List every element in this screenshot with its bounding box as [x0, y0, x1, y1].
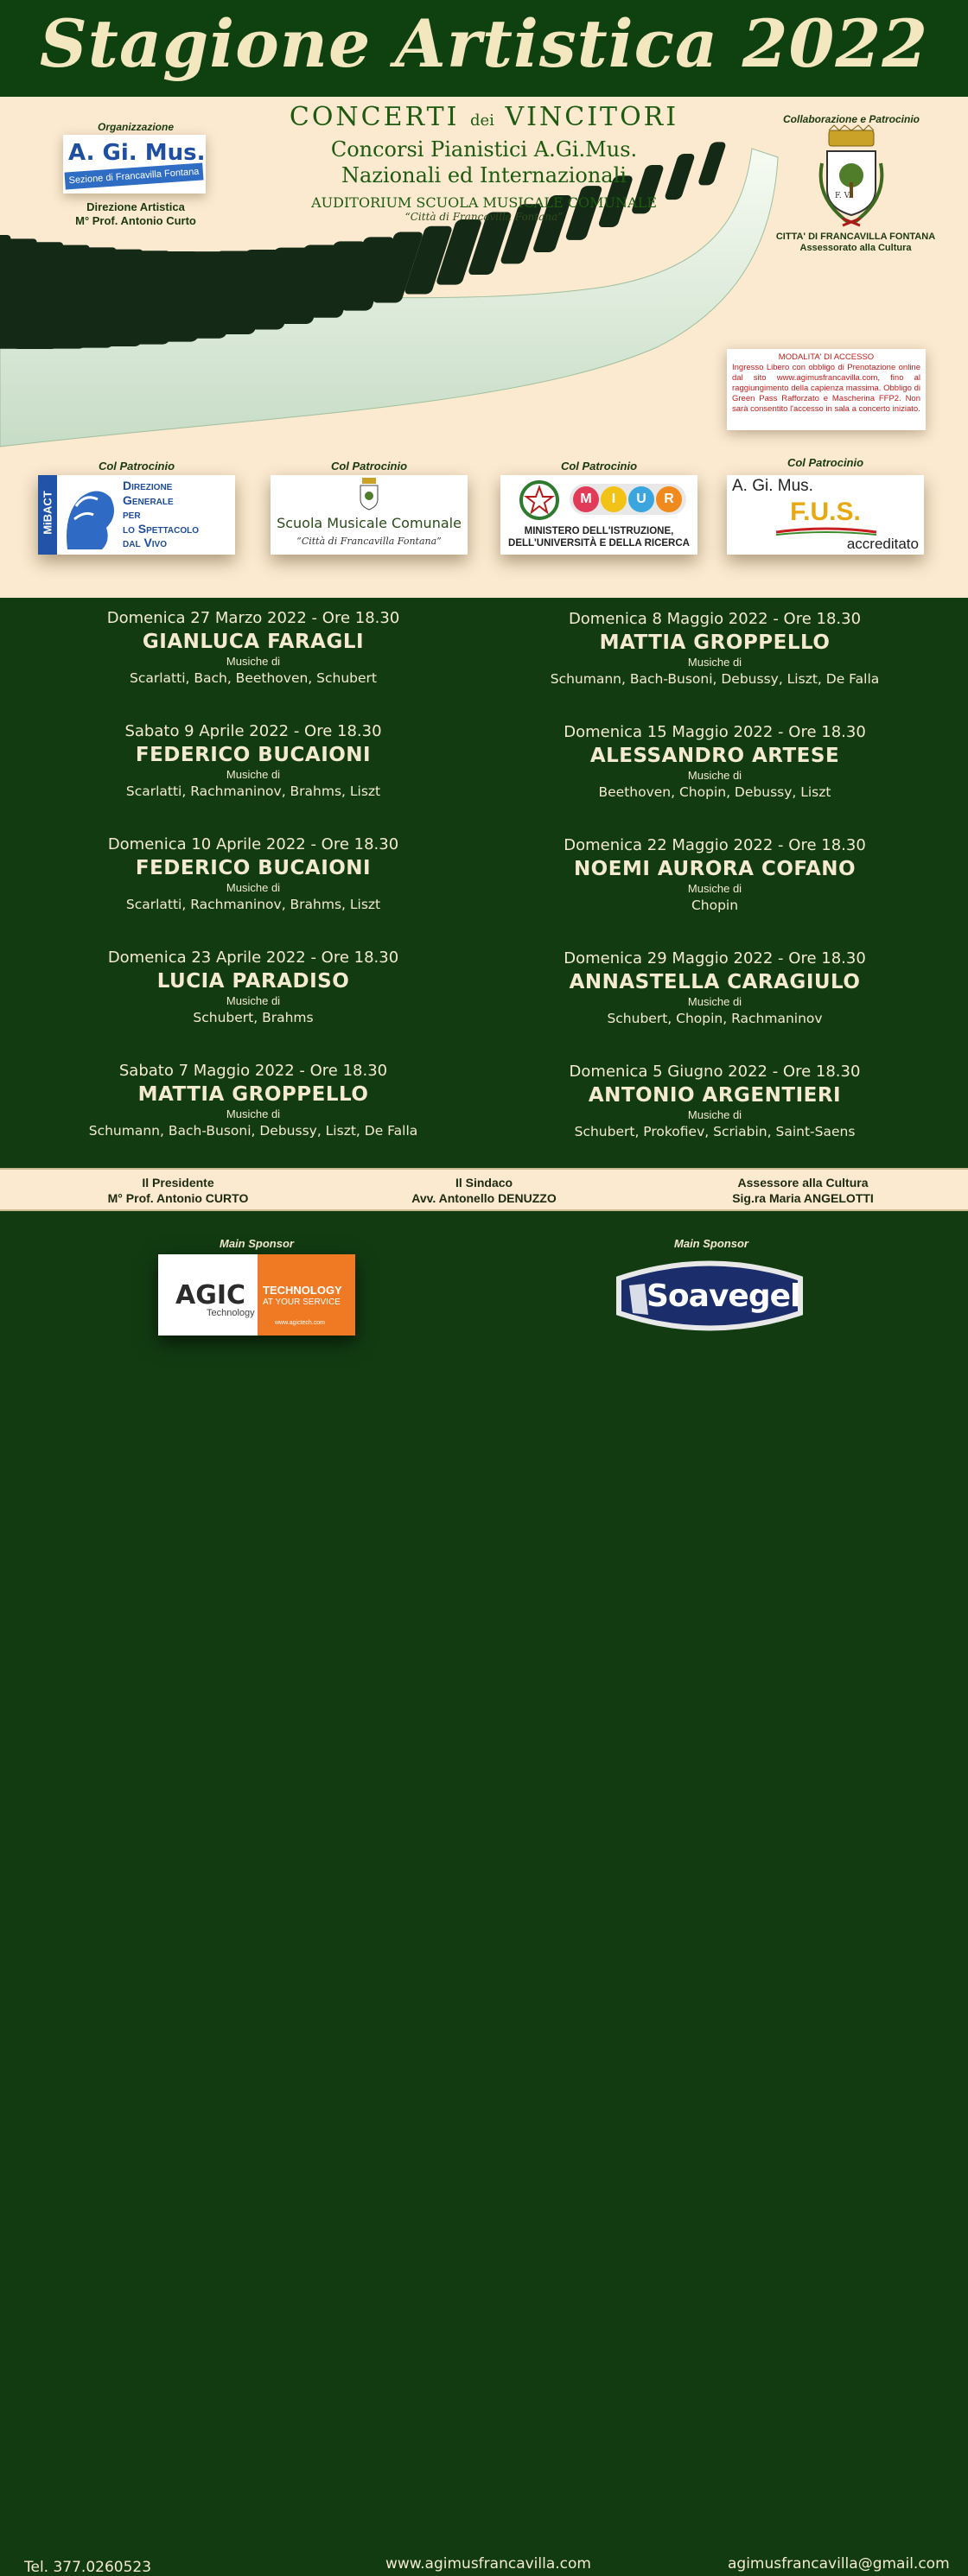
- signature-name: M° Prof. Antonio CURTO: [107, 1191, 249, 1205]
- organization-label: Organizzazione: [97, 121, 174, 133]
- agic-sponsor-logo: [158, 1254, 355, 1336]
- event-date: Sabato 9 Aprile 2022 - Ore 18.30: [124, 722, 382, 740]
- city-crest-icon: [808, 129, 895, 231]
- agimus-logo-text: A. Gi. Mus.: [68, 140, 206, 166]
- concert-event: [20, 721, 487, 801]
- title-band: [0, 0, 968, 97]
- patronage-mibact: [38, 460, 235, 555]
- signatures-band: [0, 1168, 968, 1211]
- competition-scope: Nazionali ed Internazionali: [341, 163, 627, 187]
- event-performer: LUCIA PARADISO: [156, 970, 350, 993]
- fus-bottom-text: accreditato: [846, 536, 919, 552]
- dei-word: dei: [470, 111, 494, 130]
- event-composers: Schumann, Bach-Busoni, Debussy, Liszt, De Falla: [550, 671, 880, 687]
- signature-mayor: [372, 1175, 596, 1206]
- signature-name: Avv. Antonello DENUZZO: [411, 1191, 557, 1205]
- signature-president: [66, 1175, 290, 1206]
- event-composers: Scarlatti, Rachmaninov, Brahms, Liszt: [125, 784, 381, 799]
- mibact-line: Direzione: [123, 479, 173, 492]
- signature-role: Il Presidente: [142, 1176, 214, 1190]
- event-music-label: Musiche di: [687, 995, 742, 1008]
- footer-website[interactable]: www.agimusfrancavilla.com: [385, 2555, 591, 2573]
- black-key: [697, 142, 727, 185]
- event-performer: ANNASTELLA CARAGIULO: [569, 971, 861, 993]
- mibact-logo: [38, 475, 235, 555]
- agic-tag1: TECHNOLOGY: [263, 1284, 342, 1297]
- agimus-logo-subtext: Sezione di Francavilla Fontana: [64, 162, 203, 189]
- event-performer: FEDERICO BUCAIONI: [135, 857, 372, 879]
- sponsor-label: Main Sponsor: [674, 1237, 748, 1250]
- footer-phone: Tel. 377.0260523: [24, 2559, 152, 2576]
- event-performer: ALESSANDRO ARTESE: [589, 745, 840, 767]
- concert-event: [481, 609, 948, 688]
- event-date: Domenica 8 Maggio 2022 - Ore 18.30: [568, 610, 862, 628]
- footer-email[interactable]: agimusfrancavilla@gmail.com: [728, 2555, 950, 2573]
- event-date: Domenica 10 Aprile 2022 - Ore 18.30: [107, 835, 399, 853]
- miur-letter: R: [656, 486, 682, 512]
- event-composers: Schubert, Chopin, Rachmaninov: [607, 1011, 823, 1026]
- mibact-line: lo Spettacolo: [123, 521, 200, 536]
- patronage-label: Col Patrocinio: [786, 456, 864, 469]
- concert-event: [20, 834, 487, 914]
- event-music-label: Musiche di: [687, 882, 742, 895]
- agic-url: www.agictech.com: [275, 1320, 325, 1326]
- signature-councillor: [691, 1175, 915, 1206]
- event-date: Domenica 29 Maggio 2022 - Ore 18.30: [564, 949, 866, 968]
- agic-tag2: AT YOUR SERVICE: [263, 1298, 341, 1307]
- event-date: Domenica 27 Marzo 2022 - Ore 18.30: [106, 609, 400, 627]
- artistic-director-name: M° Prof. Antonio Curto: [75, 214, 196, 227]
- event-music-label: Musiche di: [226, 881, 281, 894]
- fus-swoosh-icon: [774, 527, 878, 536]
- concert-event: [481, 722, 948, 802]
- fus-top-text: A. Gi. Mus.: [732, 477, 813, 495]
- event-date: Domenica 23 Aprile 2022 - Ore 18.30: [107, 949, 399, 967]
- agic-name: AGIC: [175, 1280, 246, 1310]
- concert-event: [20, 948, 487, 1027]
- italian-emblem-icon: [519, 480, 559, 520]
- fus-logo: [727, 475, 924, 555]
- city-name-block: [769, 232, 942, 254]
- concert-event: [20, 608, 487, 688]
- concert-heading: [285, 102, 683, 223]
- vincitori-word: VINCITORI: [505, 102, 679, 132]
- concert-event: [481, 1062, 948, 1141]
- patronage-label: Col Patrocinio: [560, 460, 638, 473]
- miur-badge: [570, 484, 686, 515]
- event-music-label: Musiche di: [226, 994, 281, 1007]
- patronage-scuola: [271, 460, 468, 555]
- scuola-subtitle: “Città di Francavilla Fontana”: [296, 536, 442, 547]
- scuola-logo: [271, 475, 468, 555]
- concert-heading-line1: [285, 102, 683, 132]
- mibact-text: [123, 479, 199, 550]
- event-performer: MATTIA GROPPELLO: [599, 631, 831, 654]
- event-music-label: Musiche di: [687, 656, 742, 669]
- mibact-side-text: MiBACT: [41, 491, 54, 535]
- concert-schedule: [0, 598, 968, 1168]
- mibact-line: per: [123, 507, 141, 521]
- event-performer: MATTIA GROPPELLO: [137, 1083, 369, 1106]
- event-composers: Schubert, Brahms: [193, 1010, 314, 1025]
- city-department: Assessorato alla Cultura: [799, 243, 912, 253]
- miur-text: [500, 525, 697, 549]
- venue-name: AUDITORIUM SCUOLA MUSICALE COMUNALE: [311, 194, 657, 211]
- access-info-title: MODALITA' DI ACCESSO: [778, 352, 875, 362]
- crest-letters: F. V.: [835, 192, 851, 200]
- event-music-label: Musiche di: [226, 655, 281, 668]
- signature-name: Sig.ra Maria ANGELOTTI: [732, 1191, 874, 1205]
- city-name: CITTA' DI FRANCAVILLA FONTANA: [775, 232, 936, 242]
- event-date: Sabato 7 Maggio 2022 - Ore 18.30: [118, 1062, 388, 1080]
- concert-event: [481, 949, 948, 1028]
- patronage-label: Col Patrocinio: [98, 460, 175, 473]
- fus-mid-text: F.U.S.: [790, 498, 861, 526]
- patronage-fus: [727, 456, 924, 555]
- patronage-label: Col Patrocinio: [330, 460, 408, 473]
- event-date: Domenica 22 Maggio 2022 - Ore 18.30: [564, 836, 866, 854]
- concert-event: [481, 835, 948, 915]
- patronage-miur: [500, 460, 697, 555]
- mibact-line: dal Vivo: [123, 536, 168, 549]
- scuola-title: Scuola Musicale Comunale: [277, 515, 462, 531]
- collaboration-label: Collaborazione e Patrocinio: [782, 113, 920, 125]
- event-music-label: Musiche di: [226, 1107, 281, 1120]
- event-composers: Scarlatti, Rachmaninov, Brahms, Liszt: [125, 897, 381, 912]
- event-date: Domenica 15 Maggio 2022 - Ore 18.30: [564, 723, 866, 741]
- agic-left-panel: [158, 1254, 258, 1336]
- event-composers: Scarlatti, Bach, Beethoven, Schubert: [130, 670, 377, 686]
- sponsors-section: [0, 1211, 968, 2576]
- concerti-word: CONCERTI: [289, 102, 460, 132]
- event-performer: NOEMI AURORA COFANO: [573, 858, 857, 880]
- event-composers: Schumann, Bach-Busoni, Debussy, Liszt, De Falla: [88, 1123, 418, 1139]
- event-date: Domenica 5 Giugno 2022 - Ore 18.30: [569, 1063, 861, 1081]
- signature-role: Assessore alla Cultura: [737, 1176, 869, 1190]
- competition-name: Concorsi Pianistici A.Gi.Mus.: [330, 137, 638, 162]
- agic-right-panel: [258, 1254, 355, 1336]
- header-panel: [0, 97, 968, 598]
- access-info-text: Ingresso Libero con obbligo di Prenotazione online dal sito www.agimusfrancavilla.com, fino al raggiungimento della capienza massima. Obbligo di Green Pass Rafforzato e Mascherina FFP2. Non sarà consentito l'accesso in sala a concerto iniziato.: [732, 363, 920, 414]
- sponsor-label: Main Sponsor: [220, 1237, 294, 1250]
- event-music-label: Musiche di: [687, 769, 742, 782]
- access-info-box: [727, 349, 926, 430]
- event-performer: ANTONIO ARGENTIERI: [588, 1084, 842, 1107]
- school-crest-icon: [355, 477, 383, 511]
- event-composers: Schubert, Prokofiev, Scriabin, Saint-Saens: [574, 1124, 856, 1139]
- page-title: Stagione Artistica 2022: [39, 5, 929, 82]
- agic-sub: Technology: [207, 1308, 255, 1318]
- miur-logo: [500, 475, 697, 555]
- miur-letter: M: [573, 486, 599, 512]
- miur-line: MINISTERO DELL'ISTRUZIONE,: [524, 526, 674, 536]
- mibact-line: Generale: [123, 492, 174, 507]
- event-performer: GIANLUCA FARAGLI: [142, 631, 365, 653]
- event-performer: FEDERICO BUCAIONI: [135, 744, 372, 766]
- event-music-label: Musiche di: [226, 768, 281, 781]
- signature-role: Il Sindaco: [455, 1176, 513, 1190]
- beethoven-icon: [59, 480, 119, 551]
- soavegel-name: Soavegel: [646, 1278, 800, 1314]
- miur-line: DELL'UNIVERSITÀ E DELLA RICERCA: [508, 538, 690, 549]
- event-composers: Beethoven, Chopin, Debussy, Liszt: [598, 784, 831, 800]
- miur-letter: U: [628, 486, 654, 512]
- soavegel-sponsor-logo: [610, 1253, 809, 1339]
- venue-city: “Città di Francavilla Fontana”: [404, 211, 564, 223]
- event-composers: Chopin: [691, 898, 739, 913]
- event-music-label: Musiche di: [687, 1108, 742, 1121]
- artistic-direction-title: Direzione Artistica: [86, 200, 185, 213]
- concert-event: [20, 1061, 487, 1140]
- miur-letter: I: [601, 486, 627, 512]
- artistic-direction: [54, 200, 218, 228]
- agimus-logo: [63, 135, 206, 194]
